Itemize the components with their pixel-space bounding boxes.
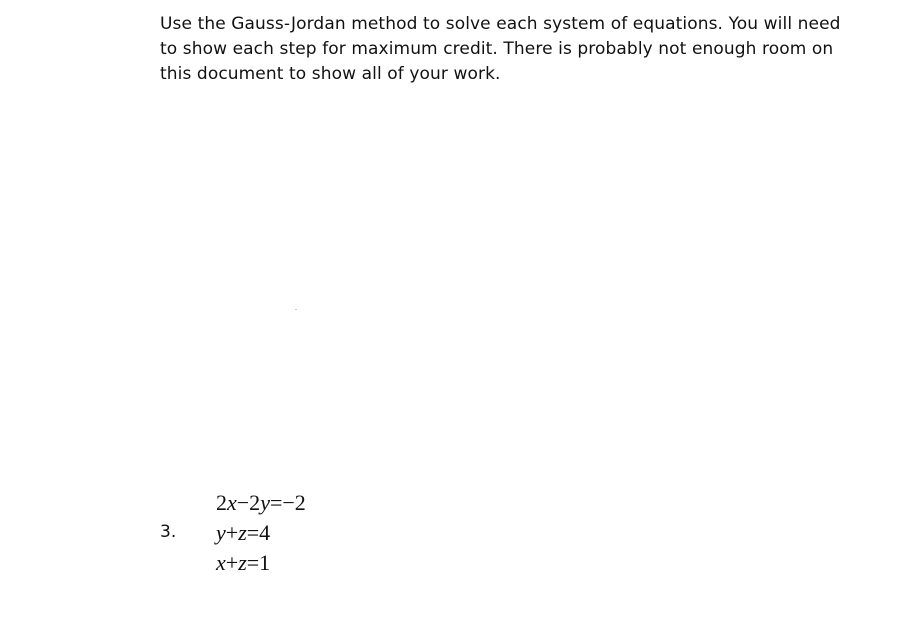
equation-2 [216,518,306,548]
instructions-paragraph: Use the Gauss-Jordan method to solve each system of equations. You will need to show each step for maximum credit. There is probably not enough room on this document to show all of your work. [160,14,841,84]
equation-1-var-y: y [260,490,270,515]
problem-number: 3. [160,522,177,542]
equation-1 [216,488,306,518]
equation-system [216,488,306,578]
stray-mark [295,309,297,310]
equation-3-rhs: =1 [246,550,271,575]
equation-3-var-z: z [238,550,247,575]
equation-1-rhs: =−2 [269,490,306,515]
equation-2-var-z: z [238,520,247,545]
equation-3 [216,548,306,578]
equation-2-plus: + [225,520,239,545]
equation-1-coef-y: −2 [236,490,261,515]
equation-3-plus: + [225,550,239,575]
equation-3-var-x: x [216,550,226,575]
equation-1-coef-x: 2 [216,490,227,515]
equation-1-var-x: x [227,490,237,515]
equation-2-rhs: =4 [246,520,271,545]
equation-2-var-y: y [216,520,226,545]
